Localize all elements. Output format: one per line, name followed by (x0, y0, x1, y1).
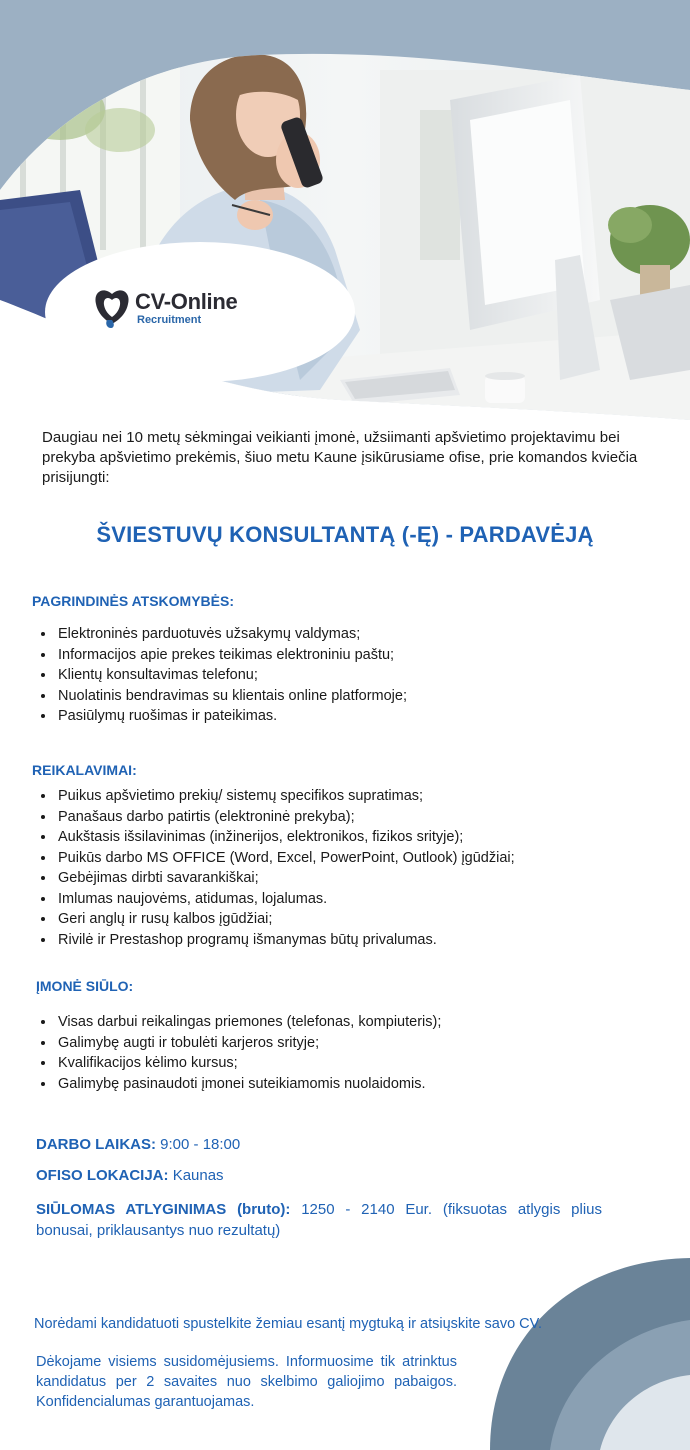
list-item: • Gebėjimas dirbti savarankiškai; (56, 868, 515, 889)
list-item: • Informacijos apie prekes teikimas elektroniniu paštu; (56, 645, 407, 666)
logo-subtitle: Recruitment (137, 314, 202, 326)
salary-label: SIŪLOMAS ATLYGINIMAS (bruto): (36, 1201, 291, 1218)
office-location-value: Kaunas (172, 1167, 224, 1184)
work-hours-label: DARBO LAIKAS: (36, 1136, 156, 1153)
list-item: • Galimybę pasinaudoti įmonei suteikiamomis nuolaidomis. (56, 1074, 441, 1095)
thanks-note: Dėkojame visiems susidomėjusiems. Informuosime tik atrinktus kandidatus per 2 savaites nuo skelbimo galiojimo pabaigos. Konfidencialumas garantuojamas. (36, 1354, 457, 1410)
apply-instructions: Norėdami kandidatuoti spustelkite žemiau esantį mygtuką ir atsiųskite savo CV. (34, 1316, 543, 1332)
logo-name: CV-Online (135, 289, 238, 314)
offers-list (38, 1012, 441, 1094)
responsibilities-heading: PAGRINDINĖS ATSKOMYBĖS: (32, 593, 234, 609)
office-location (36, 1167, 224, 1184)
salary (36, 1199, 602, 1241)
job-title: ŠVIESTUVŲ KONSULTANTĄ (-Ę) - PARDAVĖJĄ (96, 522, 594, 547)
list-item: • Kvalifikacijos kėlimo kursus; (56, 1053, 441, 1074)
hero-photo (0, 0, 690, 420)
office-location-label: OFISO LOKACIJA: (36, 1167, 169, 1184)
hero-illustration (0, 0, 690, 420)
list-item: • Elektroninės parduotuvės užsakymų valdymas; (56, 624, 407, 645)
list-item: • Pasiūlymų ruošimas ir pateikimas. (56, 706, 407, 727)
work-hours-value: 9:00 - 18:00 (160, 1136, 241, 1153)
offers-heading: ĮMONĖ SIŪLO: (36, 978, 134, 994)
list-item: • Imlumas naujovėms, atidumas, lojalumas. (56, 889, 515, 910)
work-hours (36, 1136, 240, 1153)
list-item: • Klientų konsultavimas telefonu; (56, 665, 407, 686)
list-item: • Visas darbui reikalingas priemones (telefonas, kompiuteris); (56, 1012, 441, 1033)
list-item: • Panašaus darbo patirtis (elektroninė prekyba); (56, 807, 515, 828)
list-item: • Aukštasis išsilavinimas (inžinerijos, elektronikos, fizikos srityje); (56, 827, 515, 848)
salary-value: 1250 - 2140 Eur. (fiksuotas atlygis plius bonusai, priklausantys nuo rezultatų) (36, 1201, 602, 1239)
list-item: • Puikūs darbo MS OFFICE (Word, Excel, PowerPoint, Outlook) įgūdžiai; (56, 848, 515, 869)
list-item: • Galimybę augti ir tobulėti karjeros srityje; (56, 1033, 441, 1054)
requirements-heading: REIKALAVIMAI: (32, 762, 137, 778)
requirements-list (38, 786, 515, 950)
list-item: • Puikus apšvietimo prekių/ sistemų specifikos supratimas; (56, 786, 515, 807)
cv-online-logo[interactable] (93, 286, 237, 330)
list-item: • Geri anglų ir rusų kalbos įgūdžiai; (56, 909, 515, 930)
list-item: • Rivilė ir Prestashop programų išmanymas būtų privalumas. (56, 930, 515, 951)
intro-paragraph: Daugiau nei 10 metų sėkmingai veikianti įmonė, užsiimanti apšvietimo projektavimu bei prekyba apšvietimo prekėmis, šiuo metu Kaune įsikūrusiame ofise, prie komandos kviečia prisijungti: (42, 429, 638, 486)
decorative-wave (430, 1250, 690, 1450)
list-item: • Nuolatinis bendravimas su klientais online platformoje; (56, 686, 407, 707)
responsibilities-list (38, 624, 407, 727)
cv-online-logo-icon (93, 286, 131, 330)
